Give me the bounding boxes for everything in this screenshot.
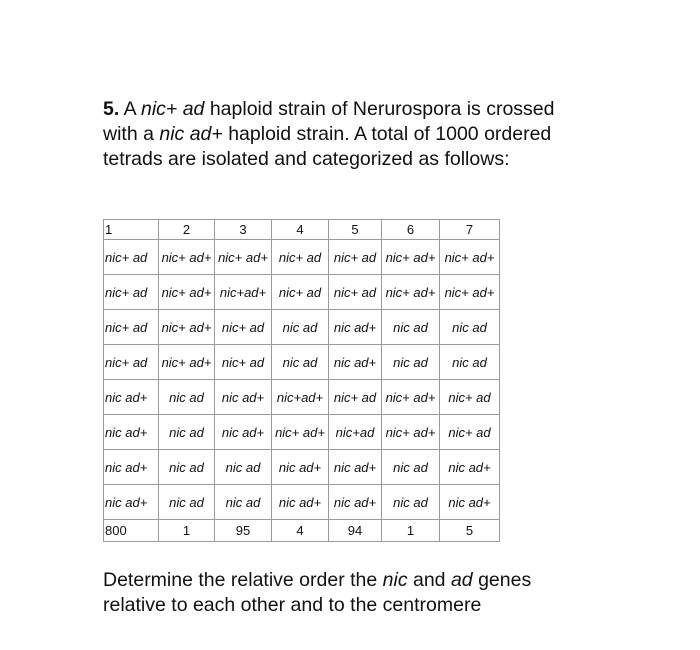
- table-cell: 4: [272, 220, 329, 240]
- instruction-text-segment: Determine the relative order the: [103, 569, 383, 591]
- question-text-segment: with a: [103, 123, 160, 145]
- table-cell: 1: [382, 520, 440, 542]
- table-cell: nic ad+: [440, 485, 500, 520]
- table-cell: nic+ ad: [215, 310, 272, 345]
- table-header-row: [104, 220, 500, 240]
- table-cell: nic+ ad: [104, 240, 159, 275]
- table-count-row: [104, 520, 500, 542]
- table-cell: nic+ ad: [329, 380, 382, 415]
- table-cell: nic ad: [159, 485, 215, 520]
- table-cell: nic+ ad+: [382, 240, 440, 275]
- table-cell: nic+ad+: [272, 380, 329, 415]
- table-cell: nic ad: [382, 485, 440, 520]
- table-cell: 7: [440, 220, 500, 240]
- table-cell: nic+ ad+: [382, 275, 440, 310]
- table-cell: nic+ ad: [272, 240, 329, 275]
- table-cell: 3: [215, 220, 272, 240]
- question-line-3: tetrads are isolated and categorized as follows:: [103, 148, 510, 170]
- table-cell: nic ad+: [329, 450, 382, 485]
- table-row: [104, 345, 500, 380]
- instruction-text: [103, 568, 623, 618]
- table-cell: 4: [272, 520, 329, 542]
- table-cell: nic ad: [440, 310, 500, 345]
- table-cell: nic+ ad+: [382, 415, 440, 450]
- question-number: 5.: [103, 98, 120, 120]
- table-cell: 5: [440, 520, 500, 542]
- table-cell: nic+ad+: [215, 275, 272, 310]
- table-cell: nic ad+: [215, 415, 272, 450]
- table-cell: nic ad+: [215, 380, 272, 415]
- table-cell: nic ad: [382, 345, 440, 380]
- table-row: [104, 415, 500, 450]
- table-cell: 6: [382, 220, 440, 240]
- tetrad-table: [103, 219, 500, 542]
- table-cell: nic+ ad+: [382, 380, 440, 415]
- question-text-segment: haploid strain of Nerurospora is crossed: [204, 98, 555, 120]
- table-cell: nic ad+: [329, 485, 382, 520]
- table-cell: 95: [215, 520, 272, 542]
- table-cell: nic ad: [215, 450, 272, 485]
- question-text-segment: A: [119, 98, 141, 120]
- table-cell: nic+ad: [329, 415, 382, 450]
- table-cell: nic ad+: [440, 450, 500, 485]
- table-cell: nic+ ad: [272, 275, 329, 310]
- instruction-line-1: [103, 568, 623, 593]
- table-row: [104, 275, 500, 310]
- table-cell: nic+ ad: [104, 310, 159, 345]
- table-cell: nic ad: [159, 380, 215, 415]
- gene-ad: ad: [450, 569, 473, 591]
- table-cell: nic+ ad: [440, 380, 500, 415]
- gene-nic: nic: [382, 569, 408, 591]
- table-row: [104, 380, 500, 415]
- table-row: [104, 450, 500, 485]
- table-cell: 1: [159, 520, 215, 542]
- table-cell: 2: [159, 220, 215, 240]
- table-cell: nic+ ad+: [159, 345, 215, 380]
- table-cell: nic ad: [215, 485, 272, 520]
- table-cell: nic+ ad: [329, 275, 382, 310]
- table-cell: nic+ ad: [104, 345, 159, 380]
- question-line-2: [103, 122, 603, 147]
- instruction-text-segment: genes: [472, 569, 532, 591]
- table-cell: nic ad+: [104, 450, 159, 485]
- table-cell: nic+ ad: [440, 415, 500, 450]
- question-text-segment: haploid strain. A total of 1000 ordered: [222, 123, 552, 145]
- table-cell: nic ad+: [329, 310, 382, 345]
- table-cell: nic+ ad+: [215, 240, 272, 275]
- table-cell: 800: [104, 520, 159, 542]
- table-cell: nic+ ad+: [440, 275, 500, 310]
- table-cell: 5: [329, 220, 382, 240]
- table-cell: nic ad: [272, 310, 329, 345]
- question-text: [103, 97, 603, 172]
- instruction-line-2: relative to each other and to the centromere: [103, 594, 482, 616]
- table-row: [104, 310, 500, 345]
- tetrad-table-body: [104, 220, 500, 542]
- table-cell: nic ad: [159, 415, 215, 450]
- instruction-text-segment: and: [407, 569, 451, 591]
- table-cell: nic ad: [440, 345, 500, 380]
- table-cell: nic+ ad+: [159, 275, 215, 310]
- table-cell: nic+ ad+: [440, 240, 500, 275]
- genotype-nic-ad-plus: nic ad+: [159, 123, 223, 145]
- table-cell: nic+ ad+: [272, 415, 329, 450]
- table-cell: nic+ ad: [329, 240, 382, 275]
- table-cell: nic ad: [382, 310, 440, 345]
- table-row: [104, 240, 500, 275]
- table-cell: nic ad: [382, 450, 440, 485]
- table-cell: 94: [329, 520, 382, 542]
- table-row: [104, 485, 500, 520]
- table-cell: nic ad: [272, 345, 329, 380]
- table-cell: nic ad+: [272, 485, 329, 520]
- table-cell: nic ad: [159, 450, 215, 485]
- table-cell: nic ad+: [104, 415, 159, 450]
- question-line-1: [103, 97, 603, 122]
- genotype-nic-plus-ad: nic+ ad: [140, 98, 205, 120]
- table-cell: nic+ ad+: [159, 310, 215, 345]
- table-cell: nic+ ad+: [159, 240, 215, 275]
- table-cell: nic ad+: [104, 380, 159, 415]
- table-cell: nic ad+: [104, 485, 159, 520]
- table-cell: nic+ ad: [215, 345, 272, 380]
- table-cell: nic ad+: [329, 345, 382, 380]
- table-cell: nic ad+: [272, 450, 329, 485]
- table-cell: nic+ ad: [104, 275, 159, 310]
- table-cell: 1: [104, 220, 159, 240]
